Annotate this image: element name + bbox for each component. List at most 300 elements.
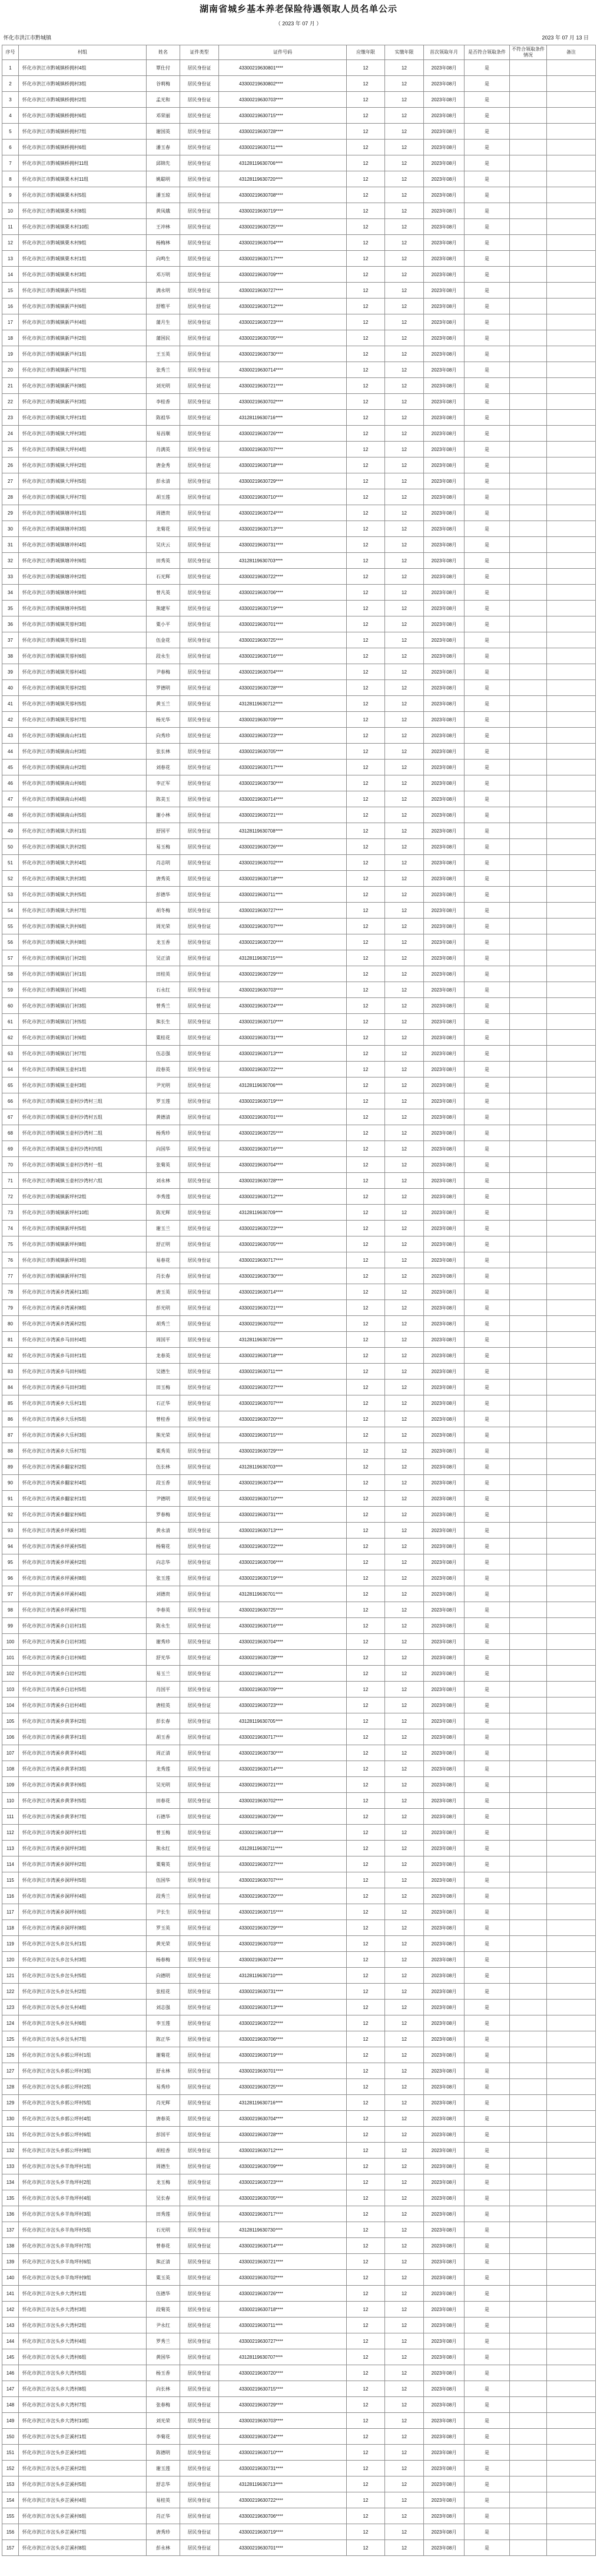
cell-years-due: 12	[347, 2318, 385, 2333]
cell-village: 怀化市洪江市湾溪乡洞坪村3组	[19, 1841, 147, 1856]
cell-index: 70	[2, 1157, 19, 1173]
cell-reason	[510, 616, 547, 632]
cell-years-paid: 12	[385, 2397, 424, 2413]
cell-name: 彭永林	[147, 2540, 180, 2556]
cell-note	[547, 537, 596, 553]
cell-id-type: 居民身份证	[180, 346, 219, 362]
cell-id-number: 43300219630725****	[219, 632, 347, 648]
cell-id-type: 居民身份证	[180, 505, 219, 521]
cell-eligible: 是	[465, 2429, 510, 2445]
cell-eligible: 是	[465, 473, 510, 489]
cell-id-type: 居民身份证	[180, 616, 219, 632]
cell-years-due: 12	[347, 1268, 385, 1284]
cell-years-paid: 12	[385, 1141, 424, 1157]
cell-years-paid: 12	[385, 664, 424, 680]
cell-eligible: 是	[465, 2095, 510, 2111]
cell-first-month: 2023年08月	[424, 903, 465, 919]
cell-reason	[510, 2143, 547, 2159]
cell-name: 肖长春	[147, 1268, 180, 1284]
table-row	[2, 1825, 596, 1841]
cell-id-number: 43300219630716****	[219, 1618, 347, 1634]
cell-note	[547, 2063, 596, 2079]
cell-index: 84	[2, 1380, 19, 1395]
cell-id-type: 居民身份证	[180, 442, 219, 457]
cell-reason	[510, 2492, 547, 2508]
cell-id-number: 43300219630729****	[219, 1443, 347, 1459]
cell-note	[547, 1268, 596, 1284]
cell-village: 怀化市洪江市湾溪乡洞坪村8组	[19, 1920, 147, 1936]
cell-id-number: 43300219630705****	[219, 1236, 347, 1252]
cell-eligible: 是	[465, 1729, 510, 1745]
cell-first-month: 2023年08月	[424, 2095, 465, 2111]
cell-id-number: 43300219630701****	[219, 616, 347, 632]
cell-village: 怀化市洪江市岔头乡郭公坪村1组	[19, 2047, 147, 2063]
cell-years-due: 12	[347, 1984, 385, 2000]
cell-years-paid: 12	[385, 2174, 424, 2190]
cell-first-month: 2023年08月	[424, 410, 465, 426]
cell-id-type: 居民身份证	[180, 2333, 219, 2349]
cell-index: 154	[2, 2492, 19, 2508]
cell-reason	[510, 330, 547, 346]
cell-reason	[510, 1682, 547, 1698]
cell-years-due: 12	[347, 664, 385, 680]
cell-eligible: 是	[465, 2047, 510, 2063]
cell-village: 怀化市洪江市湾溪乡黄茅村7组	[19, 1809, 147, 1825]
cell-eligible: 是	[465, 1618, 510, 1634]
cell-years-paid: 12	[385, 1936, 424, 1952]
cell-id-number: 43300219630718****	[219, 1348, 347, 1364]
cell-first-month: 2023年08月	[424, 998, 465, 1014]
table-row	[2, 585, 596, 601]
cell-first-month: 2023年08月	[424, 569, 465, 585]
cell-id-type: 居民身份证	[180, 839, 219, 855]
cell-years-due: 12	[347, 76, 385, 92]
table-row	[2, 283, 596, 299]
cell-first-month: 2023年08月	[424, 1252, 465, 1268]
cell-index: 97	[2, 1586, 19, 1602]
cell-note	[547, 1109, 596, 1125]
cell-name: 胡玉香	[147, 1729, 180, 1745]
cell-id-number: 43300219630717****	[219, 760, 347, 775]
cell-id-number: 43300219630702****	[219, 1793, 347, 1809]
table-row	[2, 1491, 596, 1507]
cell-note	[547, 1427, 596, 1443]
cell-eligible: 是	[465, 744, 510, 760]
cell-years-due: 12	[347, 505, 385, 521]
cell-first-month: 2023年08月	[424, 1189, 465, 1205]
cell-eligible: 是	[465, 2222, 510, 2238]
cell-id-number: 43300219630715****	[219, 1427, 347, 1443]
table-row	[2, 505, 596, 521]
table-row	[2, 330, 596, 346]
cell-id-type: 居民身份证	[180, 108, 219, 124]
cell-years-due: 12	[347, 2413, 385, 2429]
cell-years-paid: 12	[385, 648, 424, 664]
cell-id-type: 居民身份证	[180, 1745, 219, 1761]
table-row	[2, 457, 596, 473]
cell-index: 50	[2, 839, 19, 855]
table-row	[2, 1745, 596, 1761]
cell-id-number: 43300219630721****	[219, 378, 347, 394]
cell-index: 109	[2, 1777, 19, 1793]
cell-years-paid: 12	[385, 1761, 424, 1777]
cell-years-due: 12	[347, 855, 385, 871]
cell-index: 73	[2, 1205, 19, 1221]
cell-years-due: 12	[347, 60, 385, 76]
cell-reason	[510, 2047, 547, 2063]
cell-index: 36	[2, 616, 19, 632]
cell-reason	[510, 1952, 547, 1968]
cell-eligible: 是	[465, 2318, 510, 2333]
cell-years-paid: 12	[385, 1586, 424, 1602]
cell-id-number: 43300219630729****	[219, 473, 347, 489]
cell-years-due: 12	[347, 712, 385, 728]
cell-index: 45	[2, 760, 19, 775]
cell-index: 44	[2, 744, 19, 760]
cell-years-due: 12	[347, 2127, 385, 2143]
cell-village: 怀化市洪江市黔城镇岩门村2组	[19, 950, 147, 966]
cell-id-number: 43300219630722****	[219, 569, 347, 585]
cell-index: 49	[2, 823, 19, 839]
cell-first-month: 2023年08月	[424, 632, 465, 648]
cell-index: 90	[2, 1475, 19, 1491]
cell-id-type: 居民身份证	[180, 537, 219, 553]
cell-village: 怀化市洪江市湾溪乡洞坪村2组	[19, 1856, 147, 1872]
cell-eligible: 是	[465, 950, 510, 966]
cell-note	[547, 2445, 596, 2461]
cell-id-type: 居民身份证	[180, 140, 219, 155]
cell-id-type: 居民身份证	[180, 712, 219, 728]
cell-id-number: 43300219630730****	[219, 346, 347, 362]
cell-id-number: 43300219630714****	[219, 362, 347, 378]
cell-name: 石德华	[147, 1809, 180, 1825]
cell-years-due: 12	[347, 1236, 385, 1252]
cell-id-type: 居民身份证	[180, 299, 219, 314]
cell-years-due: 12	[347, 473, 385, 489]
cell-index: 40	[2, 680, 19, 696]
cell-name: 易秀珍	[147, 2079, 180, 2095]
cell-id-type: 居民身份证	[180, 855, 219, 871]
cell-years-due: 12	[347, 299, 385, 314]
cell-id-type: 居民身份证	[180, 744, 219, 760]
table-row	[2, 2365, 596, 2381]
cell-note	[547, 1936, 596, 1952]
cell-name: 石光明	[147, 2222, 180, 2238]
cell-eligible: 是	[465, 791, 510, 807]
cell-id-number: 43300219630707****	[219, 919, 347, 934]
cell-eligible: 是	[465, 1984, 510, 2000]
cell-id-number: 43300219630724****	[219, 505, 347, 521]
cell-first-month: 2023年08月	[424, 1618, 465, 1634]
cell-index: 22	[2, 394, 19, 410]
cell-reason	[510, 1904, 547, 1920]
cell-index: 94	[2, 1539, 19, 1554]
cell-years-due: 12	[347, 2524, 385, 2540]
table-row	[2, 2159, 596, 2174]
table-row	[2, 1109, 596, 1125]
cell-name: 龙秀莲	[147, 1761, 180, 1777]
cell-name: 谢国英	[147, 124, 180, 140]
cell-years-due: 12	[347, 1682, 385, 1698]
cell-years-paid: 12	[385, 1682, 424, 1698]
cell-reason	[510, 1856, 547, 1872]
cell-village: 怀化市洪江市黔城镇南山村2组	[19, 760, 147, 775]
cell-id-number: 43128119630708****	[219, 823, 347, 839]
cell-id-type: 居民身份证	[180, 2254, 219, 2270]
cell-index: 9	[2, 187, 19, 203]
cell-village: 怀化市洪江市岔头乡岔头村1组	[19, 1936, 147, 1952]
cell-village: 怀化市洪江市黔城镇大坪村2组	[19, 457, 147, 473]
cell-name: 邓万明	[147, 267, 180, 283]
cell-id-type: 居民身份证	[180, 92, 219, 108]
cell-reason	[510, 2286, 547, 2302]
cell-index: 65	[2, 1078, 19, 1093]
cell-name: 张菊英	[147, 1157, 180, 1173]
cell-village: 怀化市洪江市湾溪乡大乐村7组	[19, 1443, 147, 1459]
cell-id-type: 居民身份证	[180, 2015, 219, 2031]
cell-note	[547, 283, 596, 299]
cell-years-paid: 12	[385, 1109, 424, 1125]
cell-index: 117	[2, 1904, 19, 1920]
cell-eligible: 是	[465, 2381, 510, 2397]
cell-reason	[510, 1586, 547, 1602]
cell-index: 12	[2, 235, 19, 251]
cell-id-number: 43300219630707****	[219, 1872, 347, 1888]
cell-eligible: 是	[465, 1443, 510, 1459]
cell-id-number: 43300219630720****	[219, 2365, 347, 2381]
cell-note	[547, 585, 596, 601]
cell-index: 14	[2, 267, 19, 283]
cell-reason	[510, 1252, 547, 1268]
table-row	[2, 601, 596, 616]
cell-id-number: 43300219630706****	[219, 2031, 347, 2047]
cell-eligible: 是	[465, 1968, 510, 1984]
cell-eligible: 是	[465, 903, 510, 919]
cell-note	[547, 1030, 596, 1046]
cell-id-number: 43300219630722****	[219, 2015, 347, 2031]
cell-village: 怀化市洪江市黔城镇岩门村4组	[19, 982, 147, 998]
table-row	[2, 1030, 596, 1046]
cell-years-due: 12	[347, 887, 385, 903]
cell-reason	[510, 1984, 547, 2000]
cell-index: 152	[2, 2461, 19, 2476]
table-row	[2, 1316, 596, 1332]
cell-years-paid: 12	[385, 712, 424, 728]
cell-id-type: 居民身份证	[180, 2111, 219, 2127]
cell-village: 怀化市洪江市黔城镇栗木村9组	[19, 235, 147, 251]
cell-years-paid: 12	[385, 1809, 424, 1825]
cell-village: 怀化市洪江市岔头乡羊角坪村1组	[19, 2159, 147, 2174]
cell-years-paid: 12	[385, 1411, 424, 1427]
cell-id-type: 居民身份证	[180, 1666, 219, 1682]
cell-first-month: 2023年08月	[424, 553, 465, 569]
cell-village: 怀化市洪江市湾溪乡坪溪村2组	[19, 1554, 147, 1570]
cell-eligible: 是	[465, 1221, 510, 1236]
cell-id-number: 43300219630713****	[219, 521, 347, 537]
cell-village: 怀化市洪江市黔城镇新芦村2组	[19, 330, 147, 346]
table-row	[2, 1014, 596, 1030]
cell-years-due: 12	[347, 267, 385, 283]
cell-years-paid: 12	[385, 1236, 424, 1252]
cell-id-type: 居民身份证	[180, 1062, 219, 1078]
cell-first-month: 2023年08月	[424, 457, 465, 473]
cell-name: 田桂英	[147, 966, 180, 982]
cell-eligible: 是	[465, 855, 510, 871]
cell-note	[547, 1332, 596, 1348]
cell-name: 胡桂香	[147, 2143, 180, 2159]
cell-village: 怀化市洪江市黔城镇大洪村2组	[19, 839, 147, 855]
table-row	[2, 521, 596, 537]
cell-index: 41	[2, 696, 19, 712]
cell-first-month: 2023年08月	[424, 1570, 465, 1586]
cell-name: 谢小林	[147, 807, 180, 823]
cell-reason	[510, 712, 547, 728]
cell-id-type: 居民身份证	[180, 1093, 219, 1109]
cell-years-due: 12	[347, 2270, 385, 2286]
cell-name: 潘玉琼	[147, 187, 180, 203]
cell-years-due: 12	[347, 1443, 385, 1459]
cell-eligible: 是	[465, 2063, 510, 2079]
table-row	[2, 140, 596, 155]
cell-eligible: 是	[465, 1316, 510, 1332]
table-row	[2, 919, 596, 934]
cell-village: 怀化市洪江市黔城镇南山村4组	[19, 791, 147, 807]
cell-id-number: 43300219630704****	[219, 664, 347, 680]
cell-id-number: 43300219630710****	[219, 1491, 347, 1507]
cell-id-type: 居民身份证	[180, 2318, 219, 2333]
cell-years-paid: 12	[385, 235, 424, 251]
cell-eligible: 是	[465, 2254, 510, 2270]
cell-id-type: 居民身份证	[180, 155, 219, 171]
cell-note	[547, 235, 596, 251]
cell-reason	[510, 728, 547, 744]
cell-reason	[510, 1427, 547, 1443]
cell-years-due: 12	[347, 1825, 385, 1841]
cell-years-due: 12	[347, 823, 385, 839]
cell-id-number: 43128119630706****	[219, 1078, 347, 1093]
cell-reason	[510, 505, 547, 521]
cell-eligible: 是	[465, 2476, 510, 2492]
cell-note	[547, 314, 596, 330]
cell-village: 怀化市洪江市黔城镇大坪村4组	[19, 442, 147, 457]
table-row	[2, 426, 596, 442]
cell-first-month: 2023年08月	[424, 648, 465, 664]
cell-note	[547, 1570, 596, 1586]
cell-note	[547, 1205, 596, 1221]
cell-index: 153	[2, 2476, 19, 2492]
table-row	[2, 60, 596, 76]
cell-id-number: 43300219630721****	[219, 2254, 347, 2270]
cell-reason	[510, 2397, 547, 2413]
cell-id-type: 居民身份证	[180, 1014, 219, 1030]
table-row	[2, 124, 596, 140]
cell-first-month: 2023年08月	[424, 1475, 465, 1491]
cell-id-number: 43300219630731****	[219, 537, 347, 553]
cell-note	[547, 2397, 596, 2413]
cell-first-month: 2023年08月	[424, 362, 465, 378]
cell-first-month: 2023年08月	[424, 585, 465, 601]
cell-first-month: 2023年08月	[424, 1380, 465, 1395]
cell-id-number: 43300219630711****	[219, 140, 347, 155]
cell-first-month: 2023年08月	[424, 887, 465, 903]
cell-note	[547, 1221, 596, 1236]
cell-name: 杨秀珍	[147, 1125, 180, 1141]
cell-reason	[510, 871, 547, 887]
cell-note	[547, 410, 596, 426]
cell-years-due: 12	[347, 1968, 385, 1984]
cell-id-number: 43300219630722****	[219, 1062, 347, 1078]
cell-years-paid: 12	[385, 1507, 424, 1523]
cell-index: 68	[2, 1125, 19, 1141]
cell-reason	[510, 680, 547, 696]
cell-years-due: 12	[347, 966, 385, 982]
cell-id-type: 居民身份证	[180, 203, 219, 219]
cell-eligible: 是	[465, 1856, 510, 1872]
cell-id-type: 居民身份证	[180, 1205, 219, 1221]
cell-years-paid: 12	[385, 1904, 424, 1920]
page-title: 湖南省城乡基本养老保险待遇领取人员名单公示	[199, 4, 397, 14]
cell-id-number: 43300219630731****	[219, 1507, 347, 1523]
cell-years-due: 12	[347, 2492, 385, 2508]
cell-name: 谢玉莲	[147, 2461, 180, 2476]
cell-village: 怀化市洪江市岔头乡郭公坪村8组	[19, 2143, 147, 2159]
cell-first-month: 2023年08月	[424, 934, 465, 950]
cell-id-type: 居民身份证	[180, 2174, 219, 2190]
cell-eligible: 是	[465, 1364, 510, 1380]
cell-eligible: 是	[465, 1380, 510, 1395]
cell-first-month: 2023年08月	[424, 1348, 465, 1364]
cell-years-paid: 12	[385, 410, 424, 426]
table-row	[2, 807, 596, 823]
cell-eligible: 是	[465, 1205, 510, 1221]
cell-id-type: 居民身份证	[180, 267, 219, 283]
cell-first-month: 2023年08月	[424, 2031, 465, 2047]
cell-years-paid: 12	[385, 2365, 424, 2381]
cell-years-paid: 12	[385, 1332, 424, 1348]
cell-id-number: 43300219630723****	[219, 1698, 347, 1713]
cell-village: 怀化市洪江市黔城镇塘冲村4组	[19, 537, 147, 553]
cell-village: 怀化市洪江市黔城镇大坪村1组	[19, 410, 147, 426]
table-row	[2, 1666, 596, 1682]
cell-eligible: 是	[465, 283, 510, 299]
cell-name: 唐春英	[147, 2111, 180, 2127]
cell-eligible: 是	[465, 1650, 510, 1666]
cell-first-month: 2023年08月	[424, 267, 465, 283]
cell-years-due: 12	[347, 1666, 385, 1682]
cell-id-number: 43300219630718****	[219, 1825, 347, 1841]
cell-first-month: 2023年08月	[424, 744, 465, 760]
cell-note	[547, 2270, 596, 2286]
cell-name: 黄光荣	[147, 1936, 180, 1952]
cell-eligible: 是	[465, 1841, 510, 1856]
cell-note	[547, 1062, 596, 1078]
table-row	[2, 314, 596, 330]
cell-reason	[510, 950, 547, 966]
cell-index: 110	[2, 1793, 19, 1809]
cell-id-number: 43300219630702****	[219, 2270, 347, 2286]
table-row	[2, 1729, 596, 1745]
table-row	[2, 2461, 596, 2476]
cell-id-number: 43300219630730****	[219, 775, 347, 791]
cell-note	[547, 1825, 596, 1841]
cell-years-due: 12	[347, 760, 385, 775]
cell-id-type: 居民身份证	[180, 998, 219, 1014]
cell-id-type: 居民身份证	[180, 410, 219, 426]
cell-eligible: 是	[465, 1459, 510, 1475]
cell-id-number: 43300219630702****	[219, 855, 347, 871]
cell-index: 146	[2, 2365, 19, 2381]
table-row	[2, 855, 596, 871]
